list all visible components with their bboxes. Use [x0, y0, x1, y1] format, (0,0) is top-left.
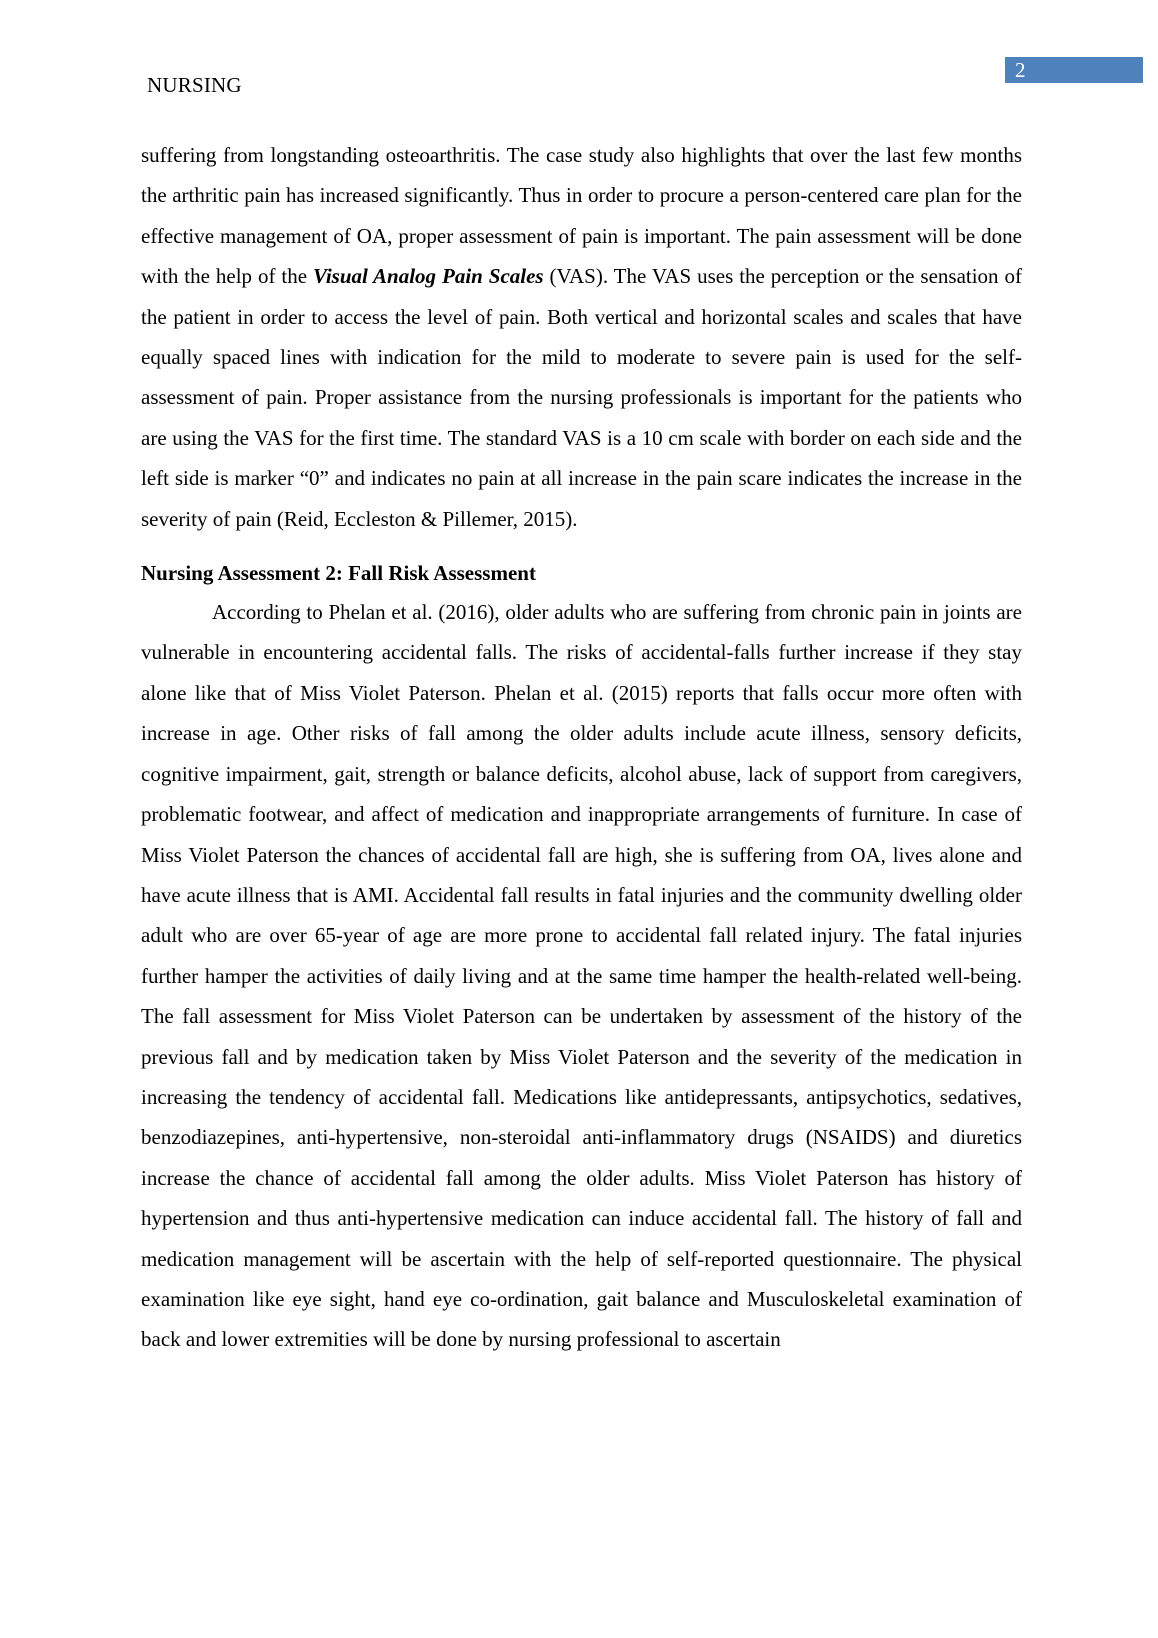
pain-assessment-paragraph: [141, 135, 1022, 539]
section-heading: Nursing Assessment 2: Fall Risk Assessment: [141, 561, 536, 586]
page-number: 2: [1005, 57, 1143, 83]
vas-emphasis: Visual Analog Pain Scales: [313, 264, 544, 289]
running-head: NURSING: [147, 73, 242, 97]
paragraph-text: (VAS). The VAS uses the perception or the sensation of the patient in order to access the level of pain. Both vertical and horizontal scales and scales that have equally spaced lines with indication for the mild to moderate to severe pain is used for the self-assessment of pain. Proper assistance from the nursing professionals is important for the patients who are using the VAS for the first time. The standard VAS is a 10 cm scale with border on each side and the left side is marker “0” and indicates no pain at all increase in the pain scare indicates the increase in the severity of pain (Reid, Eccleston & Pillemer, 2015).: [141, 264, 1022, 531]
paragraph-text: suffering from longstanding osteoarthritis. The case study also highlights that over the last few months the arthritic pain has increased significantly. Thus in order to procure a person-centered care plan for the effective management of OA, proper assessment of pain is important. The pain assessment will be done with the help of the: [141, 143, 1022, 289]
document-body: [141, 135, 1022, 1360]
fall-risk-paragraph: According to Phelan et al. (2016), older adults who are suffering from chronic pain in joints are vulnerable in encountering accidental falls. The risks of accidental-falls further increase if they stay alone like that of Miss Violet Paterson. Phelan et al. (2015) reports that falls occur more often with increase in age. Other risks of fall among the older adults include acute illness, sensory deficits, cognitive impairment, gait, strength or balance deficits, alcohol abuse, lack of support from caregivers, problematic footwear, and affect of medication and inappropriate arrangements of furniture. In case of Miss Violet Paterson the chances of accidental fall are high, she is suffering from OA, lives alone and have acute illness that is AMI. Accidental fall results in fatal injuries and the community dwelling older adult who are over 65-year of age are more prone to accidental fall related injury. The fatal injuries further hamper the activities of daily living and at the same time hamper the health-related well-being. The fall assessment for Miss Violet Paterson can be undertaken by assessment of the history of the previous fall and by medication taken by Miss Violet Paterson and the severity of the medication in increasing the tendency of accidental fall. Medications like antidepressants, antipsychotics, sedatives, benzodiazepines, anti-hypertensive, non-steroidal anti-inflammatory drugs (NSAIDS) and diuretics increase the chance of accidental fall among the older adults. Miss Violet Paterson has history of hypertension and thus anti-hypertensive medication can induce accidental fall. The history of fall and medication management will be ascertain with the help of self-reported questionnaire. The physical examination like eye sight, hand eye co-ordination, gait balance and Musculoskeletal examination of back and lower extremities will be done by nursing professional to ascertain: [141, 600, 1022, 1352]
